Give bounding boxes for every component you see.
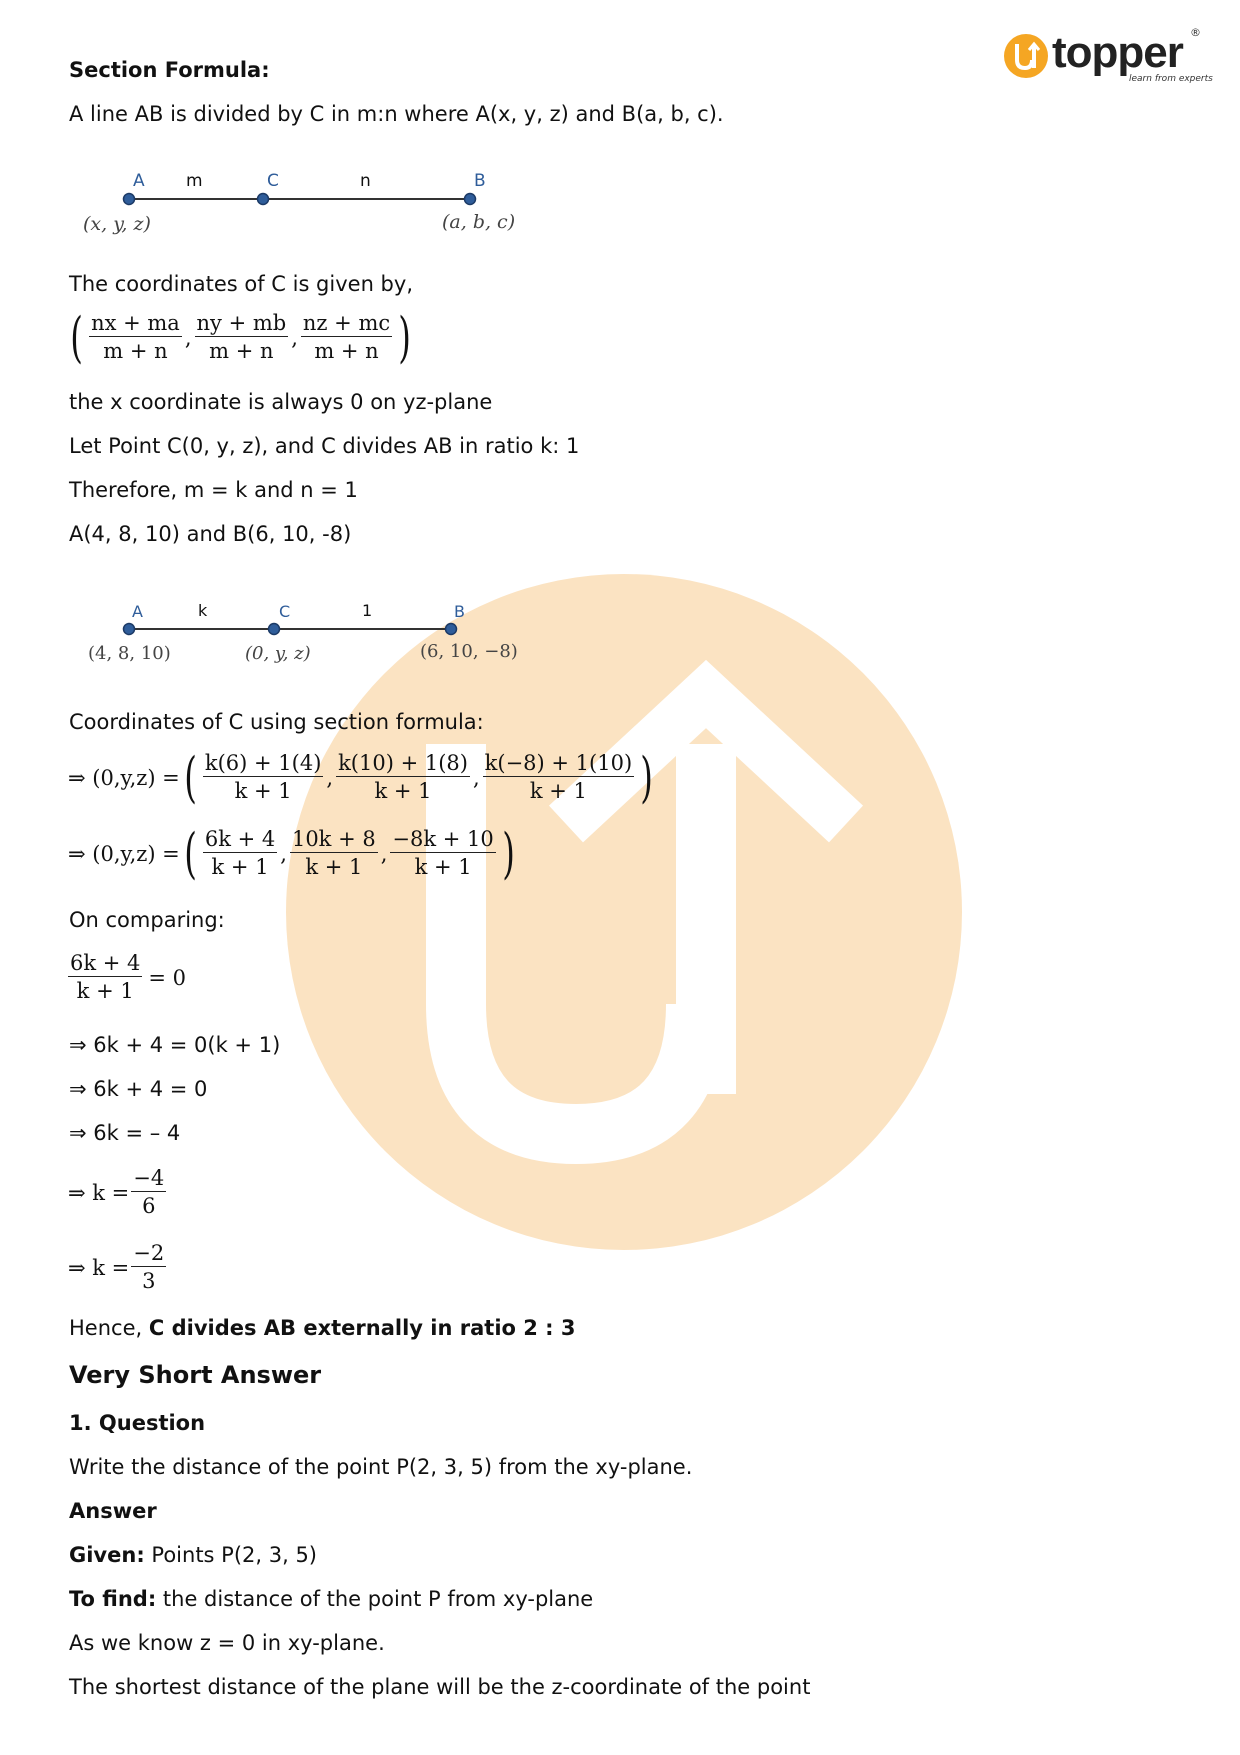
eq2-z-denominator: k + 1 — [414, 855, 472, 880]
open-paren: ( — [183, 745, 197, 809]
point-a-label-2: A — [132, 602, 143, 621]
step-4-denominator: 6 — [142, 1194, 156, 1219]
section-formula-title: Section Formula: — [69, 58, 270, 82]
eq1-x-numerator: k(6) + 1(4) — [203, 750, 324, 777]
step-5-numerator: −2 — [131, 1240, 166, 1267]
eq1-fraction-z — [483, 750, 634, 806]
eq2-x-numerator: 6k + 4 — [203, 826, 277, 853]
therefore-m-n-text: Therefore, m = k and n = 1 — [69, 478, 358, 502]
step-4-numerator: −4 — [131, 1165, 166, 1192]
point-c-coordinates-2: (0, y, z) — [245, 643, 311, 664]
fraction-z — [301, 310, 392, 366]
logo-tagline: learn from experts — [1129, 74, 1213, 84]
eq2-fraction-x — [203, 826, 277, 882]
conclusion-result: C divides AB externally in ratio 2 : 3 — [148, 1316, 576, 1340]
given-line — [69, 1543, 317, 1567]
section-formula-expression: ( $\frac{nx + ma}{m + n}$ , $\frac{ny + mb}{m + n}$ , $\frac{nz + mc}{m + n}$ ) — [70, 305, 411, 369]
step-5-denominator: 3 — [142, 1269, 156, 1294]
point-a-coordinates: (x, y, z) — [83, 213, 151, 235]
question-text: Write the distance of the point P(2, 3, 5) from the xy-plane. — [69, 1455, 693, 1479]
point-b-coordinates-2: (6, 10, −8) — [420, 641, 518, 662]
coords-given-text: The coordinates of C is given by, — [69, 272, 413, 296]
point-b-label: B — [474, 171, 486, 191]
close-paren: ) — [398, 305, 411, 369]
fraction-z-denominator: m + n — [314, 339, 379, 364]
line-segment-diagram-1 — [80, 165, 520, 245]
let-point-c-text: Let Point C(0, y, z), and C divides AB in ratio k: 1 — [69, 434, 580, 458]
point-b-label-2: B — [454, 602, 465, 621]
to-find-text: the distance of the point P from xy-plane — [162, 1587, 594, 1611]
eq1-x-denominator: k + 1 — [234, 779, 292, 804]
ratio-k-label: k — [198, 601, 208, 620]
fraction-y-numerator: ny + mb — [195, 310, 289, 337]
conclusion-prefix: Hence, — [69, 1316, 143, 1340]
eq2-fraction-y — [290, 826, 378, 882]
eq2-y-numerator: 10k + 8 — [290, 826, 378, 853]
question-number-label: 1. Question — [69, 1411, 206, 1435]
eq1-z-denominator: k + 1 — [529, 779, 587, 804]
eq3-numerator: 6k + 4 — [68, 950, 142, 977]
segment-ab-line-2 — [80, 597, 540, 677]
logo-registered-mark: ® — [1190, 26, 1201, 39]
eq1-z-numerator: k(−8) + 1(10) — [483, 750, 634, 777]
close-paren: ) — [640, 745, 654, 809]
close-paren: ) — [501, 821, 515, 885]
step-4-fraction — [131, 1165, 166, 1221]
point-c-label-2: C — [279, 602, 291, 621]
fraction-x — [89, 310, 182, 366]
eq3-fraction — [68, 950, 142, 1006]
point-a-label: A — [133, 171, 145, 191]
open-paren: ( — [70, 305, 83, 369]
yz-plane-text: the x coordinate is always 0 on yz-plane — [69, 390, 493, 414]
topper-logo — [1004, 26, 1213, 90]
eq1-y-denominator: k + 1 — [374, 779, 432, 804]
step-3: ⇒ 6k = – 4 — [69, 1121, 181, 1145]
very-short-answer-heading: Very Short Answer — [69, 1361, 322, 1389]
eq1-y-numerator: k(10) + 1(8) — [336, 750, 470, 777]
point-b-coordinates: (a, b, c) — [442, 211, 516, 233]
step-1: ⇒ 6k + 4 = 0(k + 1) — [69, 1033, 281, 1057]
on-comparing-text: On comparing: — [69, 908, 225, 932]
open-paren: ( — [183, 821, 197, 885]
equation-substitution: ⇒ (0,y,z) = ( $\frac{k(6) + 1(4)}{k + 1}$ , $\frac{k(10) + 1(8)}{k + 1}$ , $\frac{k(-8) + 1(10)}{k + 1}$ ) — [68, 745, 654, 809]
shortest-distance-text: The shortest distance of the plane will be the z-coordinate of the point — [69, 1675, 811, 1699]
eq3-denominator: k + 1 — [76, 979, 134, 1004]
given-text: Points P(2, 3, 5) — [151, 1543, 317, 1567]
step-2: ⇒ 6k + 4 = 0 — [69, 1077, 208, 1101]
line-segment-diagram-2 — [80, 597, 540, 677]
equation-1-lhs: ⇒ (0,y,z) = — [68, 765, 180, 790]
ratio-n-label: n — [360, 171, 371, 191]
ratio-m-label: m — [186, 171, 203, 191]
conclusion-line — [69, 1316, 576, 1340]
points-a-b-text: A(4, 8, 10) and B(6, 10, -8) — [69, 522, 352, 546]
xy-plane-z-text: As we know z = 0 in xy-plane. — [69, 1631, 385, 1655]
fraction-x-denominator: m + n — [103, 339, 168, 364]
eq1-fraction-x — [203, 750, 324, 806]
eq1-fraction-y — [336, 750, 470, 806]
logo-brand-text: topper — [1052, 28, 1183, 77]
eq2-x-denominator: k + 1 — [211, 855, 269, 880]
fraction-x-numerator: nx + ma — [89, 310, 182, 337]
using-section-formula-text: Coordinates of C using section formula: — [69, 710, 484, 734]
ratio-1-label: 1 — [362, 601, 373, 620]
equation-2-lhs: ⇒ (0,y,z) = — [68, 841, 180, 866]
step-5-fraction — [131, 1240, 166, 1296]
point-c-label: C — [267, 171, 279, 191]
fraction-z-numerator: nz + mc — [301, 310, 392, 337]
point-a-coordinates-2: (4, 8, 10) — [88, 643, 171, 664]
step-4 — [68, 1165, 168, 1221]
given-label: Given: — [69, 1543, 145, 1567]
answer-label: Answer — [69, 1499, 157, 1523]
to-find-label: To find: — [69, 1587, 157, 1611]
eq3-rhs: = 0 — [148, 965, 187, 990]
fraction-y — [195, 310, 289, 366]
step-5 — [68, 1240, 168, 1296]
fraction-y-denominator: m + n — [209, 339, 274, 364]
equation-simplified: ⇒ (0,y,z) = ( $\frac{6k + 4}{k + 1}$ , $\frac{10k + 8}{k + 1}$ , $\frac{-8k + 10}{k + 1}$ ) — [68, 821, 515, 885]
step-4-lhs: ⇒ k = — [68, 1180, 130, 1205]
step-5-lhs: ⇒ k = — [68, 1255, 130, 1280]
equation-x-equals-zero — [66, 950, 186, 1006]
eq2-z-numerator: −8k + 10 — [390, 826, 495, 853]
section-formula-intro: A line AB is divided by C in m:n where A(x, y, z) and B(a, b, c). — [69, 102, 724, 126]
eq2-y-denominator: k + 1 — [305, 855, 363, 880]
to-find-line — [69, 1587, 593, 1611]
eq2-fraction-z — [390, 826, 495, 882]
